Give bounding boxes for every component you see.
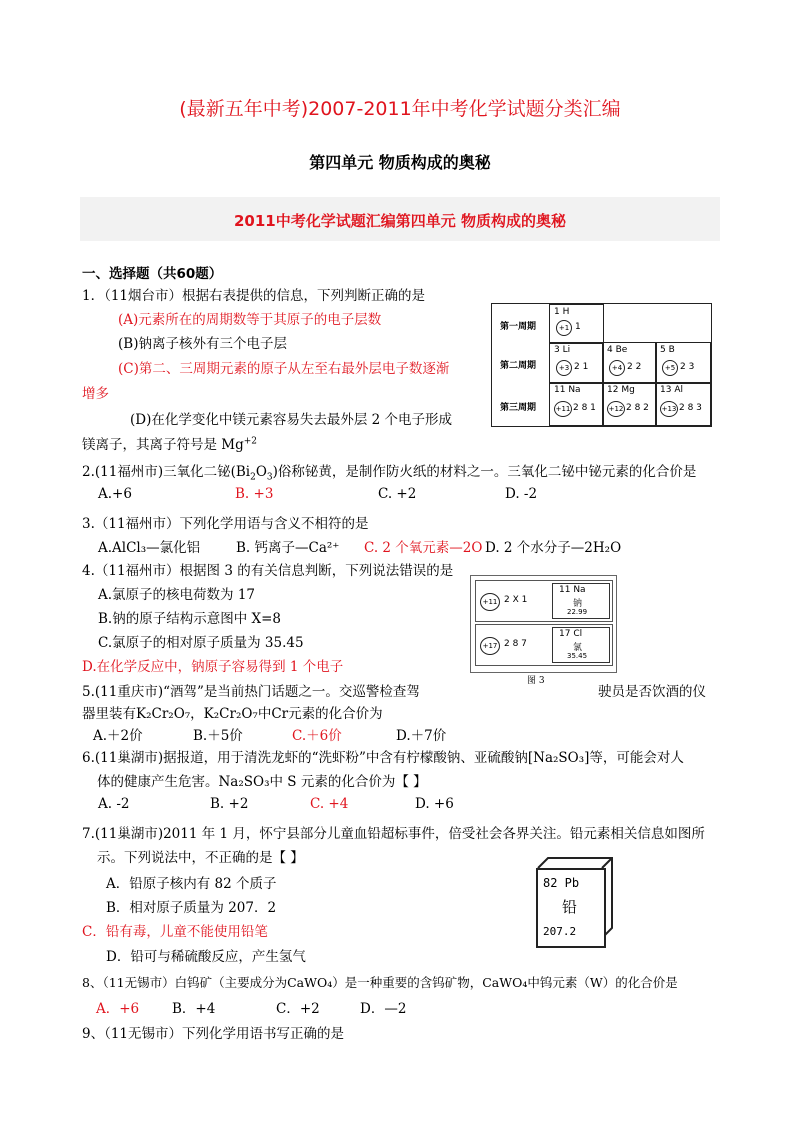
row-label: 第一周期 <box>500 322 537 332</box>
q2-stem: 2.(11福州市)三氧化二铋$(Bi_2O_3)$俗称铋黄，是制作防火纸的材料之一。三氧化二铋中铋元素的化合价是 <box>82 464 697 483</box>
q5-option-b: B.＋5价 <box>193 728 243 744</box>
q4-option-d: D.在化学反应中，钠原子容易得到 1 个电子 <box>82 659 344 675</box>
q2-option-d: D. -2 <box>505 486 538 502</box>
q1-option-d: (D)在化学变化中镁元素容易失去最外层 2 个电子形成 <box>130 412 453 428</box>
q4-option-a: A.氯原子的核电荷数为 17 <box>98 587 256 603</box>
q5-stem-line2: 器里装有K₂Cr₂O₇，K₂Cr₂O₇中Cr元素的化合价为 <box>82 706 383 722</box>
q5-option-a: A.＋2价 <box>93 728 143 744</box>
q1-option-a: (A)元素所在的周期数等于其原子的电子层数 <box>118 312 382 328</box>
q6-stem: 6.(11巢湖市)据报道，用于清洗龙虾的“洗虾粉”中含有柠檬酸钠、亚硫酸钠[Na₂SO₃]等，可能会对人 <box>82 750 684 766</box>
row-label: 第二周期 <box>500 361 537 371</box>
q5-option-d: D.＋7价 <box>396 728 447 744</box>
q3-option-c: C. 2 个氧元素—2O <box>364 540 483 556</box>
cl-panel: +17 2 8 7 17 Cl 氯 35.45 <box>475 624 613 666</box>
q2-option-c: C. +2 <box>378 486 417 502</box>
document-title: (最新五年中考)2007-2011年中考化学试题分类汇编 <box>179 98 621 120</box>
q1-option-c: (C)第二、三周期元素的原子从左至右最外层电子数逐渐 <box>118 361 450 377</box>
periodic-table-figure <box>491 303 712 427</box>
q4-option-b: B.钠的原子结构示意图中 X=8 <box>98 611 282 627</box>
figure-3 <box>470 575 617 673</box>
q2-option-b: B. +3 <box>235 486 274 502</box>
q8-option-c: C．+2 <box>276 1001 320 1017</box>
q3-option-d: D. 2 个水分子—2H₂O <box>485 540 622 556</box>
element-cell: 13 Al +13 2 8 3 <box>655 382 711 426</box>
na-element-card: 11 Na 钠 22.99 <box>552 583 610 619</box>
element-cell: 4 Be +4 2 2 <box>602 342 657 384</box>
lead-element-box: 82 Pb 铅 207.2 <box>536 860 612 946</box>
q5-option-c: C.＋6价 <box>292 728 342 744</box>
q8-option-b: B．+4 <box>172 1001 216 1017</box>
q9-stem: 9、（11无锡市）下列化学用语书写正确的是 <box>82 1026 345 1042</box>
q1-stem: 1．（11烟台市）根据右表提供的信息，下列判断正确的是 <box>82 288 426 304</box>
q5-stem-cont: 驶员是否饮酒的仪 <box>598 684 706 700</box>
q7-option-b: B．相对原子质量为 207．2 <box>106 900 277 916</box>
q1-option-b: (B)钠离子核外有三个电子层 <box>118 336 287 352</box>
q6-stem-line2: 体的健康产生危害。Na₂SO₃中 S 元素的化合价为【 】 <box>97 774 427 790</box>
q6-option-d: D. +6 <box>415 796 454 812</box>
q8-stem: 8、（11无锡市）白钨矿（主要成分为CaWO₄）是一种重要的含钨矿物，CaWO₄中钨元素（W）的化合价是 <box>82 975 678 990</box>
q6-option-c: C. +4 <box>310 796 349 812</box>
q7-option-a: A．铅原子核内有 82 个质子 <box>106 876 277 892</box>
q3-stem: 3.（11福州市）下列化学用语与含义不相符的是 <box>82 516 369 532</box>
cl-element-card: 17 Cl 氯 35.45 <box>552 627 610 663</box>
q7-option-c: C．铅有毒，儿童不能使用铅笔 <box>82 924 268 940</box>
q4-stem: 4.（11福州市）根据图 3 的有关信息判断，下列说法错误的是 <box>82 563 454 579</box>
q1-option-c-cont: 增多 <box>82 386 109 402</box>
q7-stem-line2: 示。下列说法中，不正确的是【 】 <box>97 850 304 866</box>
na-panel: +11 2 X 1 11 Na 钠 22.99 <box>475 580 613 622</box>
q8-option-d: D．—2 <box>360 1001 407 1017</box>
element-cell: 11 Na +11 2 8 1 <box>549 382 604 426</box>
q8-option-a: A．+6 <box>96 1001 140 1017</box>
q2-option-a: A.+6 <box>98 486 132 502</box>
unit-title: 第四单元 物质构成的奥秘 <box>309 153 491 172</box>
band-title: 2011中考化学试题汇编第四单元 物质构成的奥秘 <box>234 212 566 230</box>
section-heading: 一、选择题（共60题） <box>82 266 223 282</box>
q4-option-c: C.氯原子的相对原子质量为 35.45 <box>98 635 304 651</box>
element-cell: 1 H +1 1 <box>549 304 604 344</box>
element-cell: 5 B +5 2 3 <box>655 342 711 384</box>
figure-3-caption: 图 3 <box>527 676 545 686</box>
q3-option-b: B. 钙离子—Ca²⁺ <box>236 540 340 556</box>
q7-option-d: D．铅可与稀硫酸反应，产生氢气 <box>106 949 306 965</box>
q7-stem: 7.(11巢湖市)2011 年 1 月，怀宁县部分儿童血铅超标事件，倍受社会各界关注。铅元素相关信息如图所 <box>82 826 705 842</box>
row-label: 第三周期 <box>500 403 537 413</box>
q1-option-d-cont: 镁离子，其离子符号是 $Mg^{+2}$ <box>82 436 258 453</box>
q5-stem: 5.(11重庆市)“酒驾”是当前热门话题之一。交巡警检查驾 <box>82 684 420 700</box>
q6-option-b: B. +2 <box>210 796 249 812</box>
q3-option-a: A.AlCl₃—氯化铝 <box>98 540 201 556</box>
element-cell: 3 Li +3 2 1 <box>549 342 604 384</box>
element-cell: 12 Mg +12 2 8 2 <box>602 382 657 426</box>
q6-option-a: A. -2 <box>98 796 130 812</box>
